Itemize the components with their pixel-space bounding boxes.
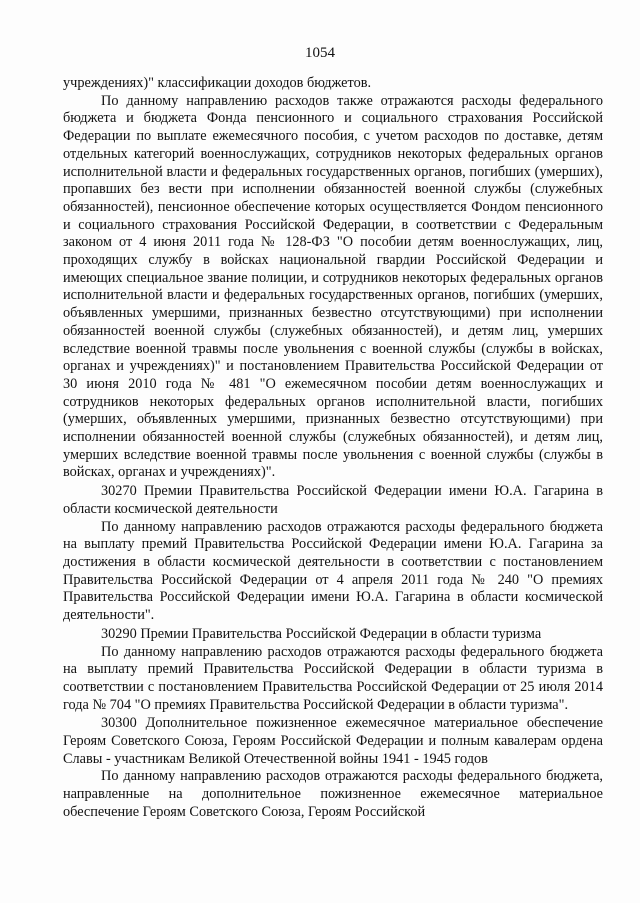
- heading-30290: 30290 Премии Правительства Российской Федерации в области туризма: [101, 625, 542, 642]
- paragraph-continuation: учреждениях)" классификации доходов бюджетов.: [63, 75, 372, 91]
- heading-30270: 30270 Премии Правительства Российской Федерации имени Ю.А. Гагарина в области космической деятельности: [63, 483, 603, 517]
- paragraph-30300-description: По данному направлению расходов отражаются расходы федерального бюджета, направленные на дополнительное пожизненное ежемесячное материальное обеспечение Героям Советского Союза, Героям Российской: [63, 768, 603, 820]
- paragraph-30290-description: По данному направлению расходов отражаются расходы федерального бюджета на выплату премий Правительства Российской Федерации в области туризма в соответствии с постановлением Правительства Российской Федерации от 25 июля 2014 года № 704 "О премиях Правительства Российской Федерации в области туризма".: [63, 643, 603, 713]
- paragraph-pension-payments: По данному направлению расходов также отражаются расходы федерального бюджета и бюджета Фонда пенсионного и социального страхования Российской Федерации по выплате ежемесячного пособия, с учетом расходов по доставке, детям отдельных категорий военнослужащих, сотрудников некоторых федеральных органов исполнительной власти и федеральных государственных органов, погибших (умерших), пропавших без вести при исполнении обязанностей военной службы (служебных обязанностей), пенсионное обеспечение которых осуществляется Фондом пенсионного и социального страхования Российской Федерации, в соответствии с Федеральным законом от 4 июня 2011 года № 128-ФЗ "О пособии детям военнослужащих, лиц, проходящих службу в войсках национальной гвардии Российской Федерации и имеющих специальное звание полиции, и сотрудников некоторых федеральных органов исполнительной власти и федеральных государственных органов, погибших (умерших, объявленных умершими, признанных безвестно отсутствующими) при исполнении обязанностей военной службы (служебных обязанностей), и детям лиц, умерших вследствие военной травмы после увольнения с военной службы (службы в войсках, органах и учреждениях)" и постановлением Правительства Российской Федерации от 30 июня 2010 года № 481 "О ежемесячном пособии детям военнослужащих и сотрудников некоторых федеральных органов исполнительной власти, погибших (умерших, объявленных умершими, признанных безвестно отсутствующими) при исполнении обязанностей военной службы (служебных обязанностей), и детям лиц, умерших вследствие военной травмы после увольнения с военной службы (службы в войсках, органах и учреждениях)".: [63, 92, 603, 481]
- document-body: [63, 75, 603, 822]
- heading-30300: 30300 Дополнительное пожизненное ежемесячное материальное обеспечение Героям Советского Союза, Героям Российской Федерации и полным кавалерам ордена Славы - участникам Великой Отечественной войны 1941 - 1945 годов: [63, 715, 603, 767]
- paragraph-30270-description: По данному направлению расходов отражаются расходы федерального бюджета на выплату премий Правительства Российской Федерации имени Ю.А. Гагарина за достижения в области космической деятельности в соответствии с постановлением Правительства Российской Федерации от 4 апреля 2011 года № 240 "О премиях Правительства Российской Федерации имени Ю.А. Гагарина в области космической деятельности".: [63, 518, 603, 624]
- page-number: 1054: [305, 45, 335, 61]
